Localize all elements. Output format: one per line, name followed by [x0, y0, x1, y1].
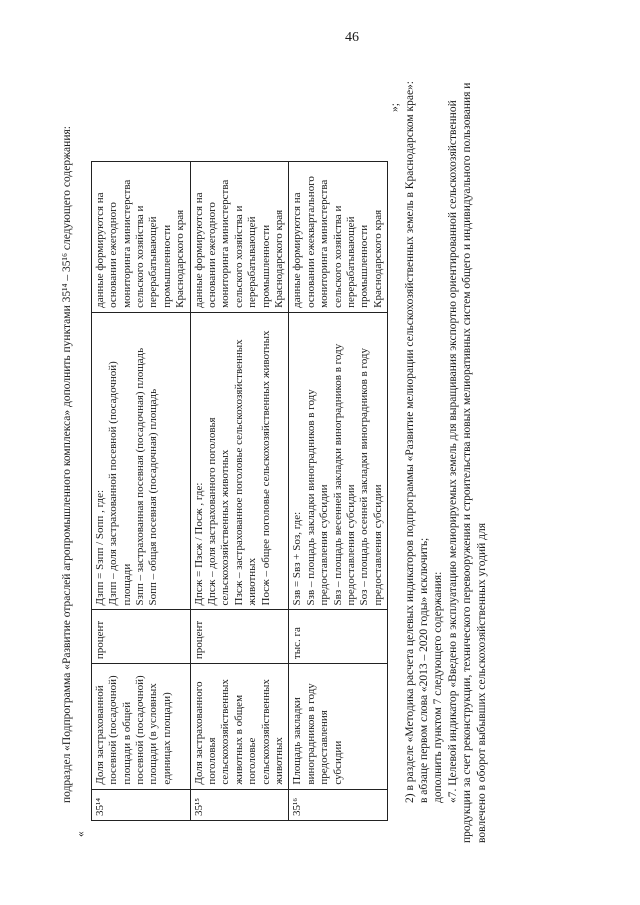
paragraph-methodology: 2) в разделе «Методика расчета целевых индикаторов подпрограммы «Развитие мелиорации сельскохозяйственных земель в Краснодарском крае»:	[403, 80, 416, 803]
formula-line: Sзв = Sвз + Sоз, где:	[291, 511, 304, 605]
formula-line: Посж – общее поголовье сельскохозяйственных животных	[259, 330, 272, 605]
formula-line: Дзпп – доля застрахованной посевной (посадочной) площади	[107, 360, 133, 605]
indicator-unit: процент	[190, 609, 289, 663]
formula-line: Дпсж = Пзсж / Посж , где:	[192, 482, 205, 605]
table-row	[91, 161, 190, 820]
table-row	[289, 161, 388, 820]
indicator-source: данные формируются на основании ежеквартального мониторинга министерства сельского хозяйства и перерабатывающей промышленности Краснодарского края	[289, 161, 388, 312]
formula-line: Sвз – площадь весенней закладки виноградников в году предоставления субсидии	[331, 343, 358, 605]
row-number: 35¹⁴	[91, 789, 190, 820]
closing-quote: »;	[389, 102, 402, 112]
rotated-content	[60, 63, 580, 843]
formula-line: Sзпп – застрахованная посевная (посадочная) площадь	[133, 347, 146, 605]
indicator-unit: тыс. га	[289, 609, 388, 663]
indicator-unit: процент	[91, 609, 190, 663]
indicator-name: Доля застрахованного поголовья сельскохозяйственных животных в общем поголовье сельскохозяйственных животных	[190, 663, 289, 789]
indicator-name: Доля застрахованной посевной (посадочной) площади в общей посевной (посадочной) площади (в условных единицах площади)	[91, 663, 190, 789]
row-number: 35¹⁵	[190, 789, 289, 820]
formula-line: Дзпп = Sзпп / Sопп , где:	[93, 489, 106, 605]
paragraph-exclude: в абзаце первом слова «2013 – 2020 годы» исключить;	[418, 537, 431, 803]
indicator-source: данные формируются на основании ежегодного мониторинга министерства сельского хозяйства и перерабатывающей промышленности Краснодарского края	[91, 161, 190, 312]
indicator-name: Площадь закладки виноградников в году предоставления субсидии	[289, 663, 388, 789]
intro-paragraph: подраздел «Подпрограмма «Развитие отраслей агропромышленного комплекса» дополнить пунктами 35¹⁴ – 35¹⁶ следующего содержания:	[61, 125, 73, 803]
page-number: 46	[345, 30, 359, 45]
table-row	[190, 161, 289, 820]
formula-line: Sоз – площадь осенней закладки виноградников в году предоставления субсидии	[358, 347, 384, 605]
paragraph-add-item: дополнить пунктом 7 следующего содержания:	[432, 571, 445, 803]
indicator-formula	[91, 312, 190, 610]
opening-quote: «	[75, 830, 88, 837]
indicator-formula	[190, 312, 289, 610]
paragraph-item-7: «7. Целевой индикатор «Введено в эксплуатацию мелиорируемых земель для выращивания экспортно ориентированной сельскохозяйственной продукции за счет реконструкции, технического перевооружения и строительства новых мелиоративных систем общего и индивидуального пользования и вовлечено в оборот выбывших сельскохозяйственных угодий для	[446, 82, 488, 843]
formula-line: Sзв – площадь закладки виноградников в году предоставления субсидии	[304, 388, 331, 605]
formula-line: Дпсж – доля застрахованного поголовья сельскохозяйственных животных	[206, 416, 232, 605]
formula-line: Sопп – общая посевная (посадочная) площадь	[147, 388, 160, 605]
row-number: 35¹⁶	[289, 789, 388, 820]
indicator-formula	[289, 312, 388, 610]
indicator-source: данные формируются на основании ежегодного мониторинга министерства сельского хозяйства и перерабатывающей промышленности Краснодарского края	[190, 161, 289, 312]
formula-line: Пзсж – застрахованное поголовье сельскохозяйственных животных	[232, 338, 259, 605]
indicators-table	[91, 161, 389, 821]
